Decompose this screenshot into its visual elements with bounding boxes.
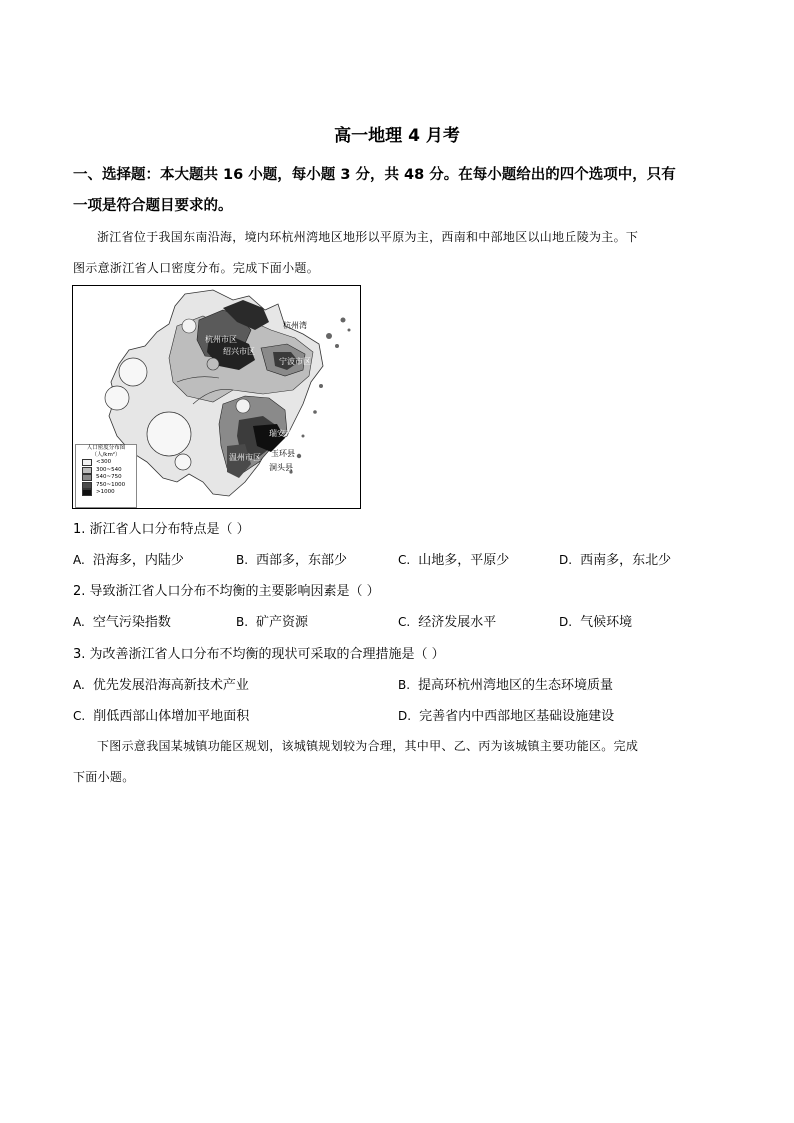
legend-label: <300: [96, 459, 112, 466]
option-letter: D.: [559, 615, 573, 629]
intro2-line1: 下图示意我国某城镇功能区规划，该城镇规划较为合理，其中甲、乙、丙为该城镇主要功能区。完成: [97, 739, 639, 753]
legend-swatch: [82, 467, 92, 474]
legend-swatch: [82, 482, 92, 489]
legend-item: [82, 474, 136, 482]
map-legend: [75, 444, 137, 508]
map-label-ruian: 瑞安市: [269, 429, 293, 438]
page-title: 高一地理 4 月考: [334, 126, 460, 146]
option-text: 沿海多，内陆少: [92, 553, 184, 568]
answer-option[interactable]: [73, 674, 249, 693]
option-letter: B.: [236, 615, 249, 629]
option-letter: C.: [398, 615, 411, 629]
option-text: 西南多，东北少: [580, 553, 672, 568]
legend-item: [82, 459, 136, 467]
option-text: 提高环杭州湾地区的生态环境质量: [418, 678, 614, 693]
answer-option[interactable]: [398, 549, 509, 568]
answer-option[interactable]: [398, 611, 496, 630]
option-text: 完善省内中西部地区基础设施建设: [419, 709, 615, 724]
option-letter: D.: [559, 553, 573, 567]
legend-unit: （人/km²）: [91, 452, 121, 458]
map-label-wenzhou: 温州市区: [229, 453, 261, 462]
population-density-map: [72, 285, 361, 509]
option-letter: B.: [398, 678, 411, 692]
answer-option[interactable]: [73, 611, 171, 630]
legend-swatch: [82, 489, 92, 496]
option-text: 空气污染指数: [92, 615, 171, 630]
legend-item: [82, 482, 136, 490]
option-text: 经济发展水平: [418, 615, 497, 630]
option-text: 矿产资源: [256, 615, 309, 630]
map-label-hangzhou-bay: 杭州湾: [283, 321, 307, 330]
option-text: 西部多，东部少: [256, 553, 348, 568]
intro-paragraph-2: [73, 731, 723, 793]
option-text: 削低西部山体增加平地面积: [93, 709, 250, 724]
option-letter: A.: [73, 615, 85, 629]
map-label-shaoxing: 绍兴市区: [223, 347, 255, 356]
question-stem: 3. 为改善浙江省人口分布不均衡的现状可采取的合理措施是（ ）: [73, 647, 445, 662]
option-letter: C.: [73, 709, 86, 723]
intro1-line2: 图示意浙江省人口密度分布。完成下面小题。: [73, 261, 320, 275]
map-label-hangzhou: 杭州市区: [205, 335, 237, 344]
answer-option[interactable]: [73, 549, 184, 568]
option-text: 优先发展沿海高新技术产业: [92, 678, 249, 693]
legend-item: [82, 467, 136, 475]
legend-items: [76, 459, 136, 497]
answer-option[interactable]: [236, 611, 308, 630]
option-letter: C.: [398, 553, 411, 567]
map-label-yuhuan: 玉环县: [271, 449, 295, 458]
option-text: 气候环境: [580, 615, 633, 630]
question-stem: 2. 导致浙江省人口分布不均衡的主要影响因素是（ ）: [73, 584, 380, 599]
intro-paragraph-1: [73, 222, 723, 284]
option-letter: D.: [398, 709, 412, 723]
answer-option[interactable]: [559, 549, 671, 568]
answer-option[interactable]: [73, 705, 249, 724]
option-letter: B.: [236, 553, 249, 567]
question-stem: 1. 浙江省人口分布特点是（ ）: [73, 522, 250, 537]
section-heading-line1: 一、选择题：本大题共 16 小题，每小题 3 分，共 48 分。在每小题给出的四个选项中，只有: [73, 167, 676, 183]
intro2-line2: 下面小题。: [73, 770, 135, 784]
answer-option[interactable]: [398, 705, 614, 724]
legend-item: [82, 489, 136, 497]
section-heading: [73, 160, 723, 222]
answer-option[interactable]: [398, 674, 613, 693]
answer-option[interactable]: [236, 549, 347, 568]
option-letter: A.: [73, 553, 85, 567]
legend-label: 750~1000: [96, 481, 126, 488]
answer-option[interactable]: [559, 611, 632, 630]
map-label-dongtou: 洞头县: [269, 463, 293, 472]
map-label-ningbo: 宁波市区: [279, 357, 311, 366]
intro1-line1: 浙江省位于我国东南沿海，境内环杭州湾地区地形以平原为主，西南和中部地区以山地丘陵为主。下: [97, 230, 639, 244]
legend-label: 300~540: [96, 466, 122, 473]
section-heading-line2: 一项是符合题目要求的。: [73, 198, 233, 214]
legend-swatch: [82, 459, 92, 466]
option-letter: A.: [73, 678, 85, 692]
legend-swatch: [82, 474, 92, 481]
option-text: 山地多，平原少: [418, 553, 510, 568]
legend-title: 人口密度分布图: [86, 445, 126, 451]
legend-label: >1000: [96, 489, 115, 496]
legend-label: 540~750: [96, 474, 122, 481]
